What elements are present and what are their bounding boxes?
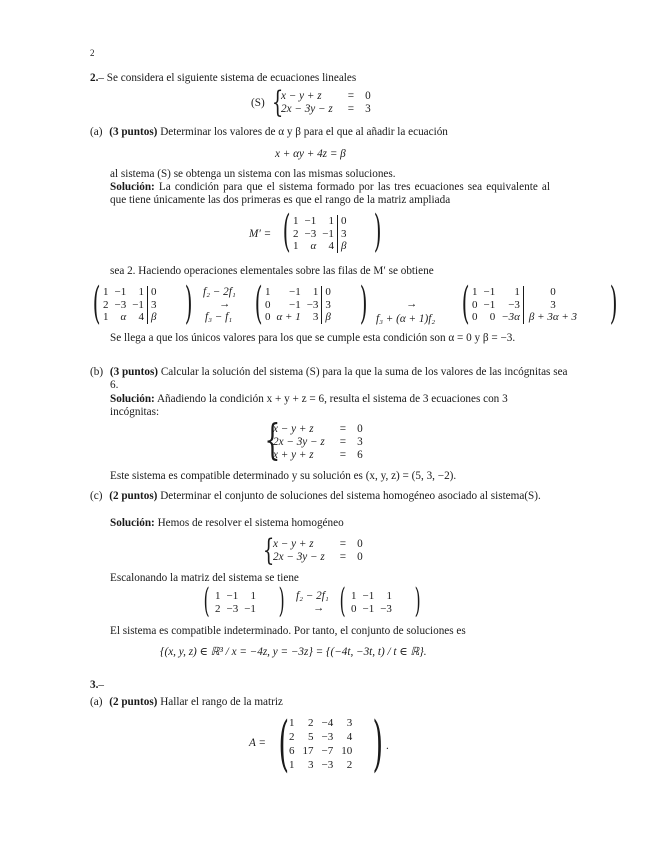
op2-label: f₃ + (α + 1)f₂ xyxy=(376,313,436,325)
equation-equals: = xyxy=(339,449,347,461)
matrix-row xyxy=(212,590,259,603)
matrix-cell: 1 xyxy=(293,215,299,227)
matrix-cell: 2 xyxy=(346,759,353,771)
part-c-op: f₂ − 2f₁ xyxy=(296,590,329,602)
matrix-row xyxy=(348,603,395,616)
matrix-cell: 4 xyxy=(138,311,144,323)
matrix-row xyxy=(100,311,159,324)
matrix-cell: 3 xyxy=(346,717,353,729)
equation-row xyxy=(270,423,366,436)
matrix-row xyxy=(348,590,395,603)
part-b-conclusion: Este sistema es compatible determinado y su solución es (x, y, z) = (5, 3, −2). xyxy=(110,470,457,482)
part-a-text: Determinar los valores de α y β para el que al añadir la ecuación xyxy=(160,126,448,138)
part-a-equation: x + αy + 4z = β xyxy=(275,148,346,160)
matrix-cell: −3 xyxy=(226,602,239,615)
op1-bottom: f₃ − f₁ xyxy=(205,311,233,323)
matrix-cell: 2 xyxy=(308,717,314,729)
matrix-cell: 1 xyxy=(386,590,392,602)
part-b-solution xyxy=(110,393,550,419)
problem-2-label: 2. xyxy=(90,72,99,84)
equation-rhs: 0 xyxy=(357,551,363,563)
matrix-cell: −1 xyxy=(362,602,375,615)
equation-equals: = xyxy=(339,551,347,563)
matrix-a xyxy=(285,716,356,772)
part-c-esc-text: Escalonando la matriz del sistema se tiene xyxy=(110,572,299,584)
matrix-cell: 1 xyxy=(103,311,109,323)
matrix-m2 xyxy=(262,286,334,324)
matrix-cell: 1 xyxy=(514,286,520,298)
matrix-row xyxy=(290,228,349,241)
m2-rparen: ) xyxy=(359,278,368,329)
p3-part-a-question xyxy=(90,696,283,709)
equation-equals: = xyxy=(347,103,355,115)
matrix-cell: 3 xyxy=(312,311,319,323)
equation-row xyxy=(270,538,366,551)
matrix-cell: 2 xyxy=(289,731,295,743)
matrix-m3 xyxy=(469,286,582,324)
matrix-cell: 2 xyxy=(103,298,109,311)
equation-row xyxy=(270,551,366,564)
matrix-cell: 1 xyxy=(215,590,221,602)
m2-lparen: ( xyxy=(254,278,263,329)
matrix-row xyxy=(285,716,356,730)
m1-lparen: ( xyxy=(92,278,101,329)
part-b-solution-text: Añadiendo la condición x + y + z = 6, resulta el sistema de 3 ecuaciones con 3 incógnitas: xyxy=(110,393,508,418)
equation-row xyxy=(278,90,374,103)
matrix-cell: 0 xyxy=(489,311,496,323)
equation-row xyxy=(270,436,366,449)
matrix-row xyxy=(285,758,356,772)
equation-rhs: 0 xyxy=(365,90,371,102)
op1-arrow: → xyxy=(219,298,231,310)
equation-lhs: x + y + z xyxy=(273,449,314,461)
problem-3-dash: – xyxy=(98,679,104,691)
equation-rhs: 3 xyxy=(365,103,371,115)
system-b-brace: { xyxy=(264,415,281,464)
op2-arrow: → xyxy=(406,298,418,310)
matrix-cell: β xyxy=(337,240,349,253)
equation-row xyxy=(278,103,374,116)
matrix-cell: −1 xyxy=(483,286,496,298)
system-b xyxy=(270,423,366,462)
problem-2-intro xyxy=(90,72,356,85)
matrix-row xyxy=(100,299,159,312)
matrix-cell: 3 xyxy=(337,228,349,241)
part-a-question-end: al sistema (S) se obtenga un sistema con las mismas soluciones. xyxy=(110,168,396,180)
matrix-row xyxy=(469,286,582,299)
op1-top: f₂ − 2f₁ xyxy=(203,286,236,298)
equation-lhs: x − y + z xyxy=(281,90,322,102)
matA-lparen: ( xyxy=(278,709,289,779)
matrix-row xyxy=(212,603,259,616)
matrix-cell: 3 xyxy=(308,759,314,771)
equation-equals: = xyxy=(347,90,355,102)
part-a-solution-label: Solución: xyxy=(110,181,155,193)
matrix-cell: −7 xyxy=(321,745,334,757)
part-c-conclusion: El sistema es compatible indeterminado. Por tanto, el conjunto de soluciones es xyxy=(110,625,466,637)
equation-equals: = xyxy=(339,423,347,435)
part-c-question xyxy=(90,490,570,503)
matrix-cell: −1 xyxy=(288,286,301,298)
matrix-a-label: A = xyxy=(249,737,266,749)
matrix-cell: 6 xyxy=(289,745,295,757)
matrix-cell: 3 xyxy=(322,299,334,312)
matrix-row xyxy=(285,744,356,758)
matrix-cell: 1 xyxy=(138,286,144,298)
a1-rparen: ) xyxy=(278,581,285,621)
matrix-cell: 5 xyxy=(308,731,314,743)
matrix-cell: 0 xyxy=(265,298,271,311)
equation-rhs: 6 xyxy=(357,449,363,461)
matrix-cell: 2 xyxy=(215,602,221,615)
a2-lparen: ( xyxy=(339,581,346,621)
m3-lparen: ( xyxy=(461,278,470,329)
equation-lhs: 2x − 3y − z xyxy=(281,103,333,115)
matrix-a-period: . xyxy=(386,740,389,752)
part-a-label: (a) xyxy=(90,126,103,138)
a2-rparen: ) xyxy=(414,581,421,621)
matrix-a1 xyxy=(212,590,259,615)
problem-3-header xyxy=(90,679,104,692)
matrix-cell: 1 xyxy=(472,286,478,298)
part-c-solution xyxy=(110,517,344,530)
matrix-cell: 2 xyxy=(293,227,299,240)
matrix-cell: α xyxy=(120,311,127,323)
matrix-cell: 0 xyxy=(322,286,334,299)
matrix-row xyxy=(469,299,582,312)
part-c-label: (c) xyxy=(90,490,103,502)
matrix-cell: α + 1 xyxy=(276,311,301,323)
matrix-row xyxy=(262,286,334,299)
part-b-solution-label: Solución: xyxy=(110,393,155,405)
matrix-cell: −3 xyxy=(321,759,334,771)
matrix-cell: 1 xyxy=(351,590,357,602)
matrix-m-label: M′ = xyxy=(249,228,272,240)
matrix-cell: −3 xyxy=(380,602,392,615)
matrix-cell: 1 xyxy=(293,240,299,252)
matrix-cell: −3 xyxy=(321,731,334,743)
matrix-row xyxy=(469,311,582,324)
part-b-points: (3 puntos) xyxy=(109,366,159,378)
m1-rparen: ) xyxy=(184,278,193,329)
matrix-cell: −1 xyxy=(288,298,301,311)
equation-row xyxy=(270,449,366,462)
part-a-solution-text: La condición para que el sistema formado por las tres ecuaciones sea equivalente al que tiene únicamente las dos primeras es que el rango de la matriz ampliada xyxy=(110,181,550,206)
matrix-m xyxy=(290,215,349,253)
a1-lparen: ( xyxy=(203,581,210,621)
matrix-m-rparen: ) xyxy=(373,206,382,257)
part-a-solution xyxy=(110,181,550,207)
matrix-cell: −1 xyxy=(304,215,317,227)
part-c-solution-text: Hemos de resolver el sistema homogéneo xyxy=(157,517,344,529)
part-a-points: (3 puntos) xyxy=(109,126,158,138)
matA-rparen: ) xyxy=(372,709,383,779)
part-b-question xyxy=(90,366,570,392)
matrix-cell: 1 xyxy=(250,590,256,602)
matrix-row xyxy=(290,240,349,253)
matrix-row xyxy=(285,730,356,744)
matrix-cell: −1 xyxy=(226,590,239,602)
matrix-cell: 0 xyxy=(337,215,349,228)
part-a-question xyxy=(90,126,448,139)
system-c xyxy=(270,538,366,564)
matrix-cell: 3 xyxy=(147,299,159,312)
problem-3-label: 3. xyxy=(90,679,99,691)
matrix-cell: −3 xyxy=(508,298,520,311)
system-s-label: (S) xyxy=(251,97,265,109)
matrix-cell: 0 xyxy=(147,286,159,299)
system-s-brace: { xyxy=(271,85,284,120)
part-c-points: (2 puntos) xyxy=(109,490,158,502)
matrix-cell: 17 xyxy=(302,745,314,757)
matrix-row xyxy=(290,215,349,228)
part-a-conclusion: Se llega a que los únicos valores para los que se cumple esta condición son α = 0 y β = −3. xyxy=(110,332,516,344)
equation-rhs: 0 xyxy=(357,423,363,435)
equation-equals: = xyxy=(339,538,347,550)
equation-lhs: 2x − 3y − z xyxy=(273,551,325,563)
matrix-cell: 4 xyxy=(328,240,334,252)
matrix-cell: 4 xyxy=(346,731,353,743)
matrix-cell: 1 xyxy=(103,286,109,298)
equation-rhs: 3 xyxy=(357,436,363,448)
matrix-m-lparen: ( xyxy=(282,206,291,257)
matrix-cell: 1 xyxy=(289,717,295,729)
equation-lhs: 2x − 3y − z xyxy=(273,436,325,448)
part-c-solution-set: {(x, y, z) ∈ ℝ³ / x = −4z, y = −3z} = {(−4t, −3t, t) / t ∈ ℝ}. xyxy=(160,646,427,658)
matrix-cell: β + 3α + 3 xyxy=(523,311,582,324)
matrix-cell: 1 xyxy=(328,215,334,227)
part-c-solution-label: Solución: xyxy=(110,517,155,529)
matrix-cell: 0 xyxy=(265,311,271,323)
page-number: 2 xyxy=(90,48,95,58)
matrix-cell: 3 xyxy=(523,299,582,312)
matrix-cell: −3α xyxy=(501,311,520,323)
matrix-cell: −3 xyxy=(306,298,319,311)
matrix-cell: −1 xyxy=(132,298,144,311)
problem-2-text: – Se considera el siguiente sistema de ecuaciones lineales xyxy=(98,72,357,84)
matrix-cell: 1 xyxy=(312,286,319,298)
matrix-cell: β xyxy=(147,311,159,324)
matrix-row xyxy=(262,299,334,312)
matrix-cell: 0 xyxy=(472,298,478,311)
part-b-text: Calcular la solución del sistema (S) para la que la suma de los valores de las incógnitas sea 6. xyxy=(110,366,568,391)
system-s xyxy=(278,90,374,116)
matrix-cell: 0 xyxy=(523,286,582,299)
matrix-cell: −3 xyxy=(114,298,127,311)
matrix-cell: α xyxy=(310,240,317,252)
matrix-cell: −1 xyxy=(114,286,127,298)
p3-part-a-text: Hallar el rango de la matriz xyxy=(160,696,283,708)
matrix-cell: 10 xyxy=(341,745,353,757)
matrix-cell: −4 xyxy=(321,717,334,729)
matrix-cell: 1 xyxy=(265,286,271,298)
matrix-a2 xyxy=(348,590,395,615)
part-c-arrow: → xyxy=(313,602,325,614)
equation-lhs: x − y + z xyxy=(273,423,314,435)
equation-rhs: 0 xyxy=(357,538,363,550)
matrix-cell: 0 xyxy=(472,311,478,323)
equation-lhs: x − y + z xyxy=(273,538,314,550)
equation-equals: = xyxy=(339,436,347,448)
matrix-cell: −1 xyxy=(322,227,334,240)
part-a-after-m: sea 2. Haciendo operaciones elementales sobre las filas de M′ se obtiene xyxy=(110,265,434,277)
matrix-cell: −1 xyxy=(362,590,375,602)
matrix-cell: 0 xyxy=(351,602,357,615)
matrix-cell: −1 xyxy=(483,298,496,311)
part-c-text: Determinar el conjunto de soluciones del sistema homogéneo asociado al sistema(S). xyxy=(160,490,541,502)
system-c-brace: { xyxy=(262,533,275,568)
p3-part-a-points: (2 puntos) xyxy=(109,696,158,708)
m3-rparen: ) xyxy=(609,278,618,329)
matrix-cell: −1 xyxy=(244,602,256,615)
p3-part-a-label: (a) xyxy=(90,696,103,708)
matrix-m1 xyxy=(100,286,159,324)
matrix-row xyxy=(262,311,334,324)
part-b-label: (b) xyxy=(90,366,104,378)
matrix-cell: β xyxy=(322,311,334,324)
matrix-cell: 1 xyxy=(289,759,295,771)
matrix-cell: −3 xyxy=(304,227,317,240)
matrix-row xyxy=(100,286,159,299)
